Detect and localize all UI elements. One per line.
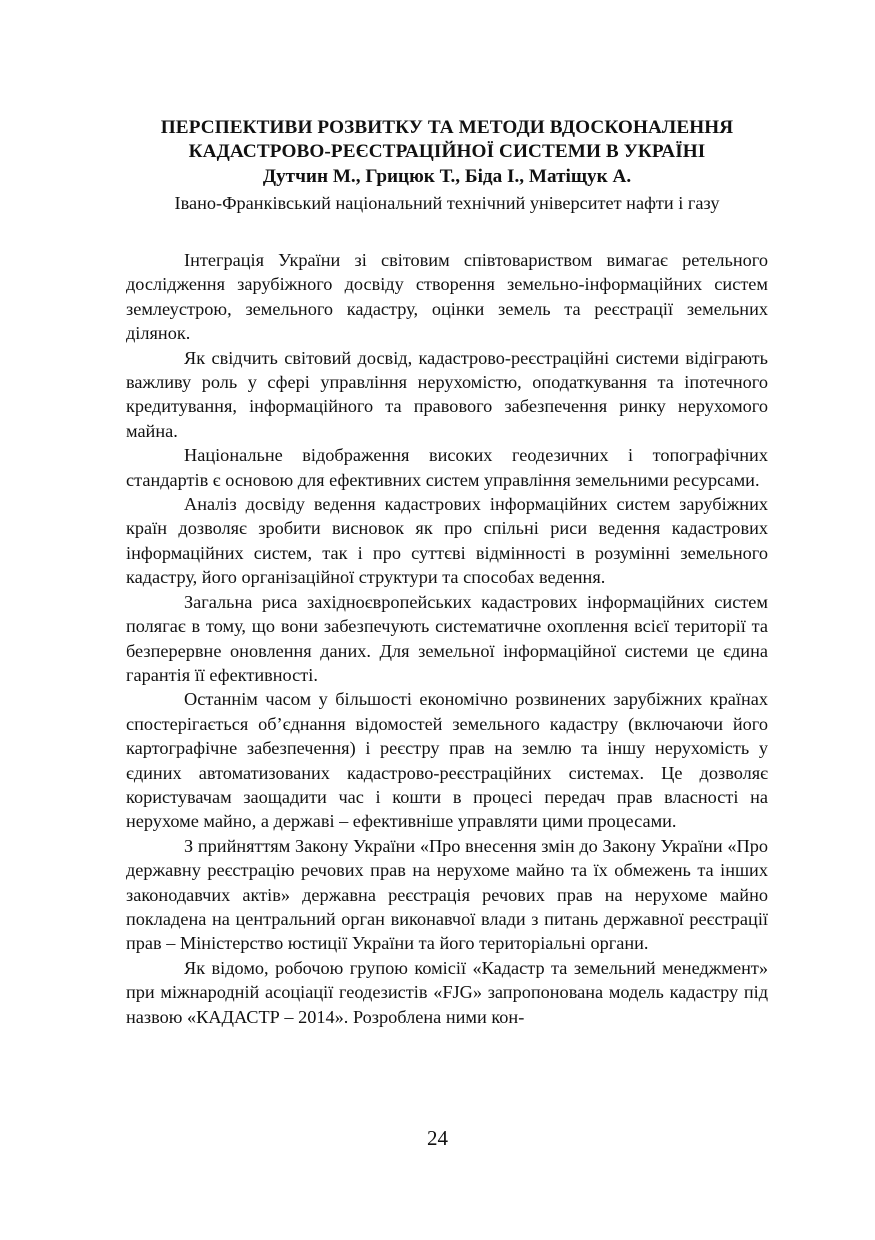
paragraph: Інтеграція України зі світовим співтовариством вимагає ретельного дослідження зарубіжного досвіду створення земельно-інформаційних систем землеустрою, земельного кадастру, оцінки земель та реєстрації земельних ділянок.	[126, 250, 768, 344]
article-body	[126, 248, 768, 1029]
paragraph: З прийняттям Закону України «Про внесення змін до Закону України «Про державну реєстрацію речових прав на нерухоме майно та їх обмежень та інших законодавчих актів» державна реєстрація речових прав на нерухоме майно покладена на центральний орган виконавчої влади з питань державної реєстрації прав – Міністерство юстиції України та його територіальні органи.	[126, 835, 768, 954]
page-number: 24	[427, 1126, 448, 1150]
article-title-line-2: КАДАСТРОВО-РЕЄСТРАЦІЙНОЇ СИСТЕМИ В УКРАЇНІ	[188, 141, 706, 162]
affiliation: Івано-Франківський національний технічний університет нафти і газу	[174, 193, 720, 213]
paragraph: Як відомо, робочою групою комісії «Кадастр та земельний менеджмент» при міжнародній асоціації геодезистів «FJG» запропонована модель кадастру під назвою «КАДАСТР – 2014». Розроблена ними кон-	[126, 957, 768, 1027]
paragraph: Національне відображення високих геодезичних і топографічних стандартів є основою для ефективних систем управління земельними ресурсами.	[126, 445, 768, 490]
article-title-line-1: ПЕРСПЕКТИВИ РОЗВИТКУ ТА МЕТОДИ ВДОСКОНАЛЕННЯ	[160, 117, 734, 138]
paragraph: Загальна риса західноєвропейських кадастрових інформаційних систем полягає в тому, що вони забезпечують систематичне охоплення всієї території та безперервне оновлення даних. Для земельної інформаційної системи це єдина гарантія її ефективності.	[126, 591, 768, 685]
paragraph: Як свідчить світовий досвід, кадастрово-реєстраційні системи відіграють важливу роль у сфері управління нерухомістю, оподаткування та іпотечного кредитування, інформаційного та правового забезпечення ринку нерухомого майна.	[126, 347, 768, 441]
paragraph: Аналіз досвіду ведення кадастрових інформаційних систем зарубіжних країн дозволяє зробити висновок як про спільні риси ведення кадастрових інформаційних систем, так і про суттєві відмінності в розумінні земельного кадастру, його організаційної структури та способах ведення.	[126, 494, 768, 588]
authors: Дутчин М., Грицюк Т., Біда І., Матіщук А.	[262, 166, 632, 187]
paragraph: Останнім часом у більшості економічно розвинених зарубіжних країнах спостерігається об’єднання відомостей земельного кадастру (включаючи його картографічне забезпечення) і реєстру прав на землю та іншу нерухомість у єдиних автоматизованих кадастрово-реєстраційних системах. Це дозволяє користувачам заощадити час і кошти в процесі передач прав власності на нерухоме майно, а державі – ефективніше управляти цими процесами.	[126, 689, 768, 832]
article	[126, 116, 768, 1029]
